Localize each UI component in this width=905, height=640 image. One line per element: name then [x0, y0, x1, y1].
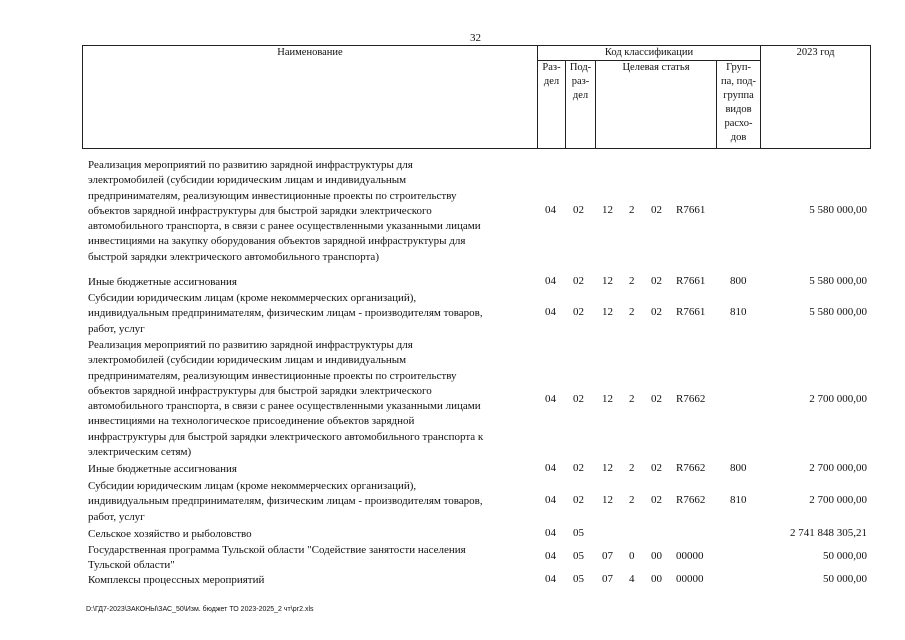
row-t1: 12 [602, 204, 613, 216]
row-name: Субсидии юридическим лицам (кроме некоммерческих организаций), индивидуальным предпринимателям, физическим лицам - производителям товаров, работ, услуг [88, 292, 483, 335]
row-amount: 2 700 000,00 [809, 494, 867, 506]
row-razdel: 04 [545, 306, 556, 318]
header-razdel: Раз- дел [538, 61, 566, 149]
row-t4: R7662 [676, 393, 706, 405]
row-podrazdel: 05 [573, 527, 584, 539]
row-vr: 810 [730, 494, 747, 506]
row-podrazdel: 02 [573, 204, 584, 216]
row-vr: 800 [730, 275, 747, 287]
header-group: Груп- па, под- группа видов расхо- дов [717, 61, 761, 149]
row-razdel: 04 [545, 527, 556, 539]
row-name: Реализация мероприятий по развитию зарядной инфраструктуры для электромобилей (субсидии юридическим лицам и индивидуальным предпринимателям, реализующим инвестиционные проекты по строительству объектов зарядной инфраструктуры для быстрой зарядки электрического автомобильного транспорта, в связи с ранее осуществленными указанными лицами инвестициями на технологическое присоединение объектов зарядной инфраструктуры для быстрой зарядки электрического автомобильного транспорта к электрическим сетям) [88, 339, 484, 459]
row-podrazdel: 02 [573, 494, 584, 506]
row-t1: 12 [602, 275, 613, 287]
row-amount: 5 580 000,00 [809, 204, 867, 216]
row-amount: 2 700 000,00 [809, 393, 867, 405]
row-t4: 00000 [676, 550, 704, 562]
row-podrazdel: 02 [573, 462, 584, 474]
row-t2: 2 [629, 494, 635, 506]
row-razdel: 04 [545, 573, 556, 585]
row-t4: R7661 [676, 204, 706, 216]
row-name: Государственная программа Тульской области "Содействие занятости населения Тульской области" [88, 544, 466, 572]
row-t1: 07 [602, 573, 613, 585]
page-number: 32 [470, 32, 481, 44]
row-razdel: 04 [545, 494, 556, 506]
header-podrazdel: Под- раз- дел [566, 61, 596, 149]
row-t1: 12 [602, 306, 613, 318]
row-t2: 0 [629, 550, 635, 562]
row-podrazdel: 02 [573, 306, 584, 318]
row-t1: 12 [602, 494, 613, 506]
row-podrazdel: 02 [573, 393, 584, 405]
row-t2: 4 [629, 573, 635, 585]
row-razdel: 04 [545, 204, 556, 216]
row-podrazdel: 05 [573, 573, 584, 585]
row-vr: 810 [730, 306, 747, 318]
row-name: Комплексы процессных мероприятий [88, 574, 265, 586]
row-t3: 02 [651, 306, 662, 318]
row-podrazdel: 02 [573, 275, 584, 287]
row-t3: 00 [651, 550, 662, 562]
row-t3: 02 [651, 393, 662, 405]
row-amount: 2 700 000,00 [809, 462, 867, 474]
row-t4: R7662 [676, 462, 706, 474]
row-t1: 07 [602, 550, 613, 562]
row-vr: 800 [730, 462, 747, 474]
row-name: Иные бюджетные ассигнования [88, 276, 237, 288]
table-header [82, 45, 871, 149]
row-t1: 12 [602, 462, 613, 474]
row-amount: 5 580 000,00 [809, 275, 867, 287]
row-amount: 50 000,00 [823, 573, 867, 585]
row-amount: 50 000,00 [823, 550, 867, 562]
row-t4: 00000 [676, 573, 704, 585]
row-razdel: 04 [545, 275, 556, 287]
row-t2: 2 [629, 306, 635, 318]
header-target: Целевая статья [596, 61, 717, 149]
row-amount: 2 741 848 305,21 [790, 527, 867, 539]
row-t4: R7661 [676, 275, 706, 287]
row-t3: 02 [651, 494, 662, 506]
row-t2: 2 [629, 275, 635, 287]
row-t2: 2 [629, 393, 635, 405]
row-razdel: 04 [545, 462, 556, 474]
file-path-footer: D:\ГД7-2023\ЗАКОНЫ\ЗАС_50\Изм. бюджет ТО 2023-2025_2 чт\рг2.xls [86, 606, 314, 613]
row-razdel: 04 [545, 550, 556, 562]
row-razdel: 04 [545, 393, 556, 405]
row-t4: R7661 [676, 306, 706, 318]
row-t3: 00 [651, 573, 662, 585]
header-name: Наименование [83, 46, 538, 149]
header-code: Код классификации [538, 46, 761, 61]
row-amount: 5 580 000,00 [809, 306, 867, 318]
row-t1: 12 [602, 393, 613, 405]
row-t2: 2 [629, 462, 635, 474]
header-year: 2023 год [761, 46, 871, 149]
row-t3: 02 [651, 275, 662, 287]
row-t3: 02 [651, 462, 662, 474]
row-t4: R7662 [676, 494, 706, 506]
row-t2: 2 [629, 204, 635, 216]
row-name: Иные бюджетные ассигнования [88, 463, 237, 475]
row-name: Сельское хозяйство и рыболовство [88, 528, 252, 540]
row-t3: 02 [651, 204, 662, 216]
row-podrazdel: 05 [573, 550, 584, 562]
row-name: Реализация мероприятий по развитию зарядной инфраструктуры для электромобилей (субсидии юридическим лицам и индивидуальным предпринимателям, реализующим инвестиционные проекты по строительству объектов зарядной инфраструктуры для быстрой зарядки электрического автомобильного транспорта, в связи с ранее осуществленными указанными лицами инвестициями на закупку оборудования объектов зарядной инфраструктуры для быстрой зарядки электрического автомобильного транспорта) [88, 159, 481, 263]
row-name: Субсидии юридическим лицам (кроме некоммерческих организаций), индивидуальным предпринимателям, физическим лицам - производителям товаров, работ, услуг [88, 480, 483, 523]
